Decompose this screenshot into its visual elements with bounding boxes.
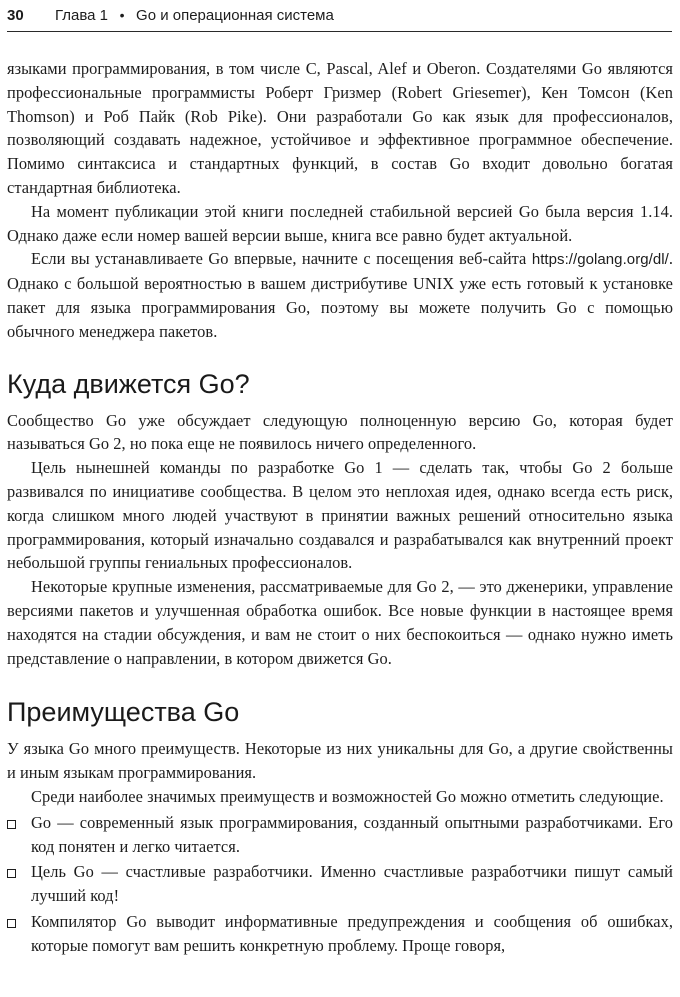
list-item [7,811,673,859]
list-item [7,860,673,908]
golang-download-link[interactable]: https://golang.org/dl/ [531,251,669,269]
list-item-text: Go — современный язык программирования, созданный опытными разработчиками. Его код понятен и легко читается. [31,812,673,856]
chapter-label: Глава 1 [55,7,109,24]
checkbox-bullet-icon [7,919,16,928]
list-item-text: Цель Go — счастливые разработчики. Именно счастливые разработчики пишут самый лучший код! [31,862,673,906]
section-heading-go-advantages: Преимущества Go [7,697,240,728]
list-item-text: Компилятор Go выводит информативные предупреждения и сообщения об ошибках, которые помогут вам решить конкретную проблему. Проще говоря, [31,911,673,955]
intro-paragraph-1: языками программирования, в том числе C, Pascal, Alef и Oberon. Создателями Go являются профессиональные программисты Роберт Гризмер (Robert Griesemer), Кен Томсон (Ken Thomson) и Роб Пайк (Rob Pike). Они разработали Go как язык для профессионалов, позволяющий создавать надежное, устойчивое и эффективное программное обеспечение. Помимо синтаксиса и стандартных функций, в состав Go входит довольно богатая стандартная библиотека. [7,59,673,197]
page-body [7,57,673,958]
running-header [7,0,672,32]
page-number: 30 [7,7,24,24]
section-heading-where-go-is-heading: Куда движется Go? [7,368,250,399]
chapter-title: Go и операционная система [136,7,334,24]
header-separator: • [119,7,125,23]
section2-paragraph-2: Среди наиболее значимых преимуществ и возможностей Go можно отметить следующие. [31,786,664,806]
checkbox-bullet-icon [7,820,16,829]
intro-paragraph-3-start: Если вы устанавливаете Go впервые, начните с посещения веб-сайта [31,249,532,269]
advantages-list [7,811,673,958]
section1-paragraph-3: Некоторые крупные изменения, рассматриваемые для Go 2, — это дженерики, управление версиями пакетов и улучшенная обработка ошибок. Все новые функции в настоящее время находятся на стадии обсуждения, и вам не стоит о них беспокоиться — однако нужно иметь представление о направлении, в котором движется Go. [7,577,673,668]
list-item [7,910,673,958]
section1-paragraph-2: Цель нынешней команды по разработке Go 1 — сделать так, чтобы Go 2 больше развивался по инициативе сообщества. В целом это неплохая идея, однако всегда есть риск, когда слишком много людей участвуют в принятии важных решений относительно языка программирования, который изначально создавался и разрабатывался как внутренний проект небольшой группы гениальных профессионалов. [7,458,673,573]
section2-paragraph-1: У языка Go много преимуществ. Некоторые из них уникальны для Go, а другие свойственны и иным языкам программирования. [7,739,673,783]
intro-paragraph-2: На момент публикации этой книги последней стабильной версией Go была версия 1.14. Однако даже если номер вашей версии выше, книга все равно будет актуальной. [7,201,673,245]
intro-paragraph-3-end: . Однако с большой вероятностью в вашем дистрибутиве UNIX уже есть готовый к установке пакет для языка программирования Go, поэтому вы можете получить Go с помощью обычного менеджера пакетов. [7,249,673,341]
section1-paragraph-1: Сообщество Go уже обсуждает следующую полноценную версию Go, которая будет называться Go 2, но пока еще не появилось ничего определенного. [7,410,673,454]
checkbox-bullet-icon [7,869,16,878]
intro-paragraph-3 [7,247,673,343]
